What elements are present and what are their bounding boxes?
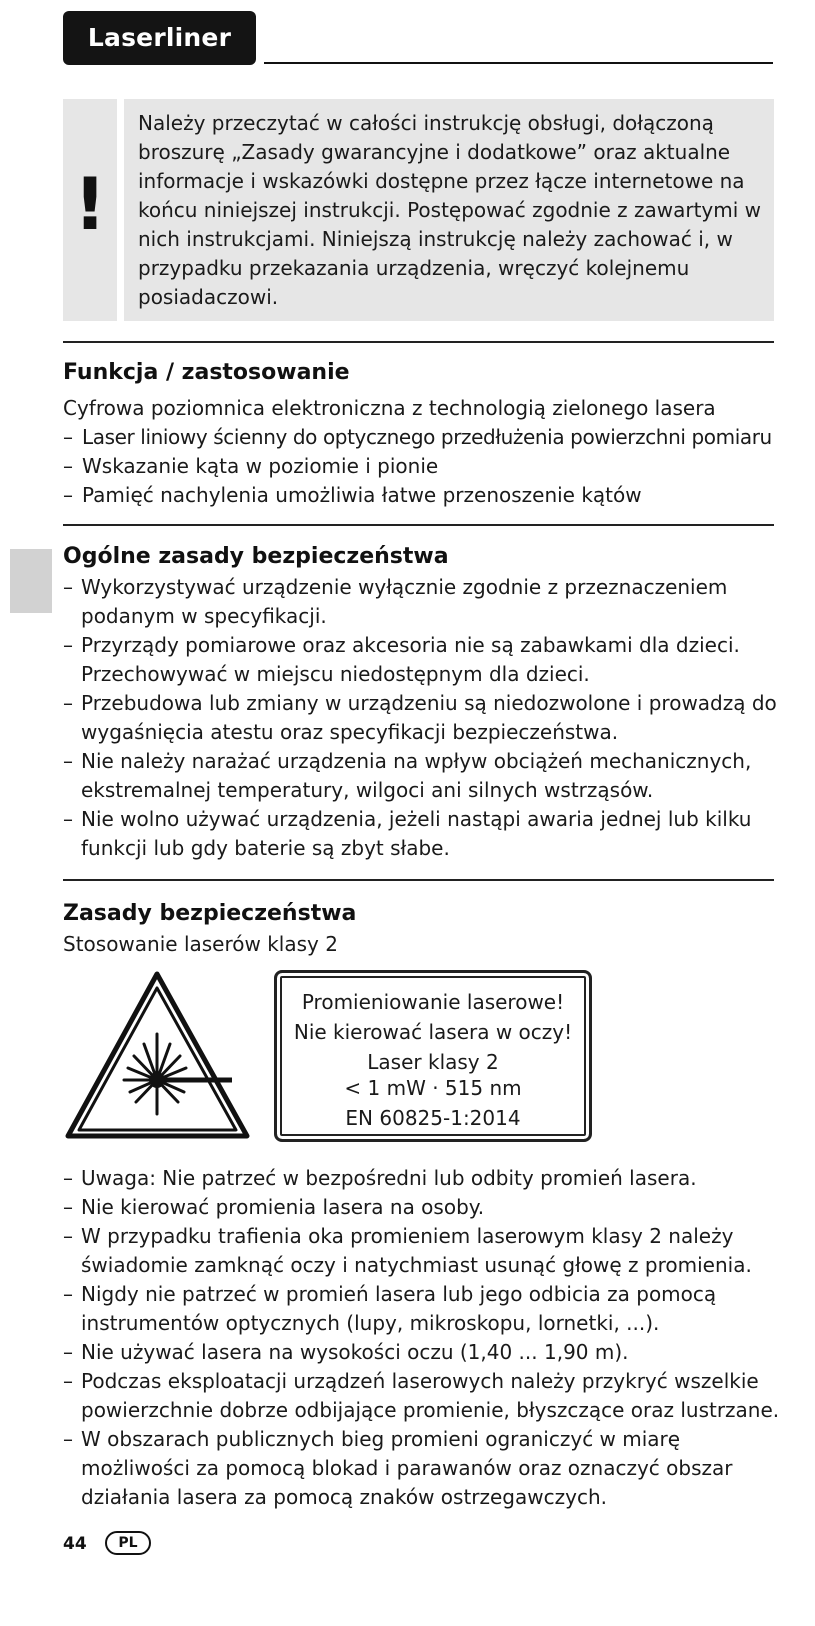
general-safety-list [63,573,783,863]
laser-warning-triangle-icon [64,970,251,1142]
exclamation-icon: ! [73,162,107,246]
list-item: – W obszarach publicznych bieg promieni ograniczyć w miarę możliwości za pomocą blokad i parawanów oraz oznaczyć obszar działania lasera za pomocą znaków ostrzegawczych. [63,1425,783,1512]
list-item: – Podczas eksploatacji urządzeń laserowych należy przykryć wszelkie powierzchnie dobrze odbijające promienie, błyszczące oraz lustrzane. [63,1367,783,1425]
list-item: – Wykorzystywać urządzenie wyłącznie zgodnie z przeznaczeniem podanym w specyfikacji. [63,573,783,631]
list-item: – Nie wolno używać urządzenia, jeżeli nastąpi awaria jednej lub kilku funkcji lub gdy baterie są zbyt słabe. [63,805,783,863]
section-divider [63,879,774,881]
notice-icon-panel [63,99,117,321]
list-item: – Przebudowa lub zmiany w urządzeniu są niedozwolone i prowadzą do wygaśnięcia atestu oraz specyfikacji bezpieczeństwa. [63,689,783,747]
laser-class-label [274,970,592,1142]
list-item: – Pamięć nachylenia umożliwia łatwe przenoszenie kątów [63,481,783,510]
label-line: Nie kierować lasera w oczy! [293,1020,573,1044]
header-rule [264,62,773,64]
laser-safety-subheading: Stosowanie laserów klasy 2 [63,932,338,956]
list-item: – Nie używać lasera na wysokości oczu (1,40 ... 1,90 m). [63,1338,783,1367]
label-line: < 1 mW · 515 nm [344,1076,522,1100]
notice-text: Należy przeczytać w całości instrukcję obsługi, dołączoną broszurę „Zasady gwarancyjne i dodatkowe” oraz aktualne informacje i wskazówki dostępne przez łącze internetowe na końcu niniejszej instrukcji. Postępować zgodnie z zawartymi w nich instrukcjami. Niniejszą instrukcję należy zachować i, w przypadku przekazania urządzenia, wręczyć kolejnemu posiadaczowi. [138,111,762,309]
list-item: – Przyrządy pomiarowe oraz akcesoria nie są zabawkami dla dzieci. Przechowywać w miejscu niedostępnym dla dzieci. [63,631,783,689]
list-item: – Nie należy narażać urządzenia na wpływ obciążeń mechanicznych, ekstremalnej temperatury, wilgoci ani silnych wstrząsów. [63,747,783,805]
page-number: 44 [63,1534,87,1554]
side-thumb-tab [10,549,52,613]
list-item: – Nie kierować promienia lasera na osoby. [63,1193,783,1222]
section-divider [63,524,774,526]
brand-logo: Laserliner [63,11,256,65]
list-item: – Laser liniowy ścienny do optycznego przedłużenia powierzchni pomiaru [63,423,783,452]
laser-safety-list [63,1164,783,1512]
label-line: Promieniowanie laserowe! [301,990,565,1014]
list-item: – W przypadku trafienia oka promieniem laserowym klasy 2 należy świadomie zamknąć oczy i natychmiast usunąć głowę z promienia. [63,1222,783,1280]
label-line: Laser klasy 2 [367,1050,499,1074]
language-badge: PL [105,1531,151,1555]
notice-box [124,99,774,321]
laser-safety-heading: Zasady bezpieczeństwa [63,901,357,926]
list-item: – Uwaga: Nie patrzeć w bezpośredni lub odbity promień lasera. [63,1164,783,1193]
general-safety-heading: Ogólne zasady bezpieczeństwa [63,544,449,569]
function-intro: Cyfrowa poziomnica elektroniczna z technologią zielonego lasera [63,396,716,420]
function-list [63,423,783,510]
function-heading: Funkcja / zastosowanie [63,360,350,385]
label-line: EN 60825-1:2014 [345,1106,521,1130]
list-item: – Wskazanie kąta w poziomie i pionie [63,452,783,481]
list-item: – Nigdy nie patrzeć w promień lasera lub jego odbicia za pomocą instrumentów optycznych (lupy, mikroskopu, lornetki, ...). [63,1280,783,1338]
section-divider [63,341,774,343]
